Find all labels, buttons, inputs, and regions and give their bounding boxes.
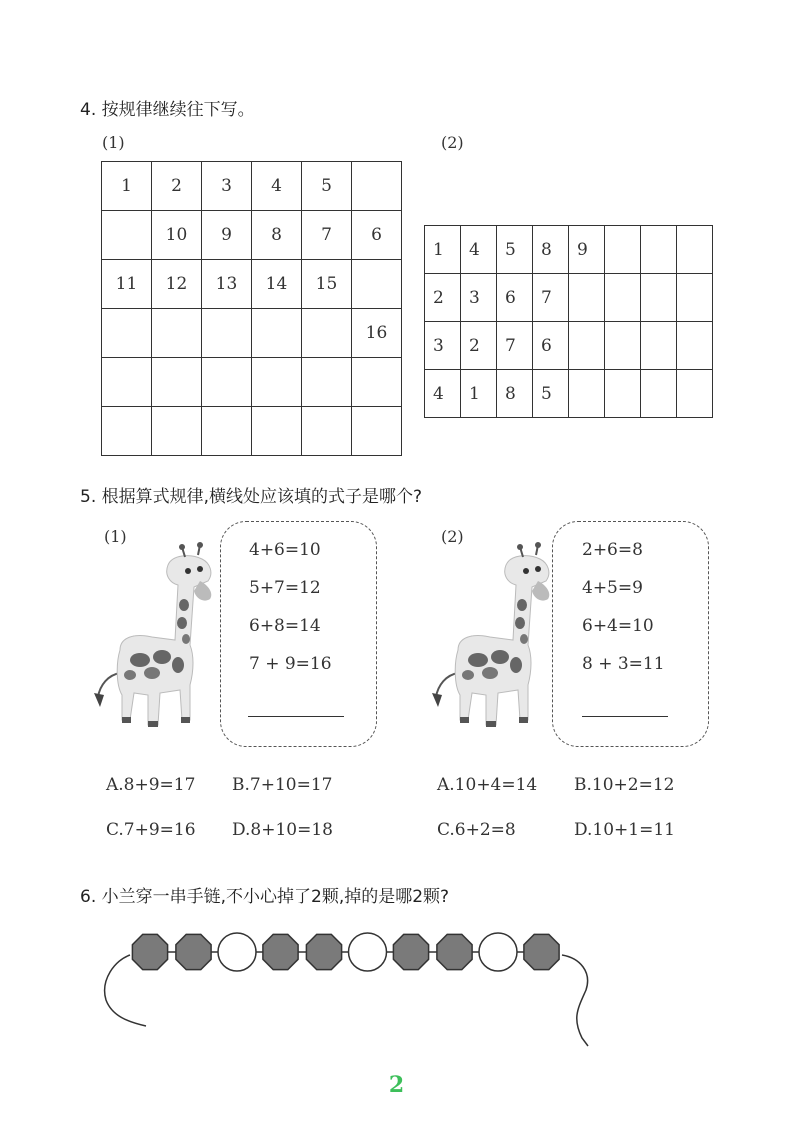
answer-blank-1[interactable] [248, 716, 344, 717]
grid-cell[interactable] [152, 358, 202, 407]
equation: 6+4=10 [582, 616, 654, 636]
equation: 7 + 9=16 [249, 654, 332, 674]
octagon-bead [176, 934, 211, 969]
grid-cell[interactable] [677, 274, 713, 322]
grid-cell[interactable] [102, 407, 152, 456]
grid-row [102, 358, 402, 407]
grid-cell: 14 [252, 260, 302, 309]
grid-cell: 13 [202, 260, 252, 309]
q5-part2-label: (2) [441, 527, 464, 546]
grid-cell[interactable] [605, 370, 641, 418]
option-d[interactable]: D.10+1=11 [574, 820, 675, 840]
grid-cell[interactable] [202, 407, 252, 456]
octagon-bead [524, 934, 559, 969]
grid-cell[interactable] [202, 358, 252, 407]
grid-row [425, 370, 713, 418]
grid-cell: 5 [497, 226, 533, 274]
grid-cell[interactable] [152, 407, 202, 456]
grid-cell[interactable] [202, 309, 252, 358]
option-b[interactable]: B.10+2=12 [574, 775, 675, 795]
grid-cell: 6 [497, 274, 533, 322]
grid-cell[interactable] [352, 260, 402, 309]
option-b[interactable]: B.7+10=17 [232, 775, 333, 795]
giraffe-illustration [90, 545, 220, 735]
octagon-bead [437, 934, 472, 969]
option-a[interactable]: A.10+4=14 [437, 775, 538, 795]
grid-cell[interactable] [677, 226, 713, 274]
equation: 4+6=10 [249, 540, 321, 560]
grid-cell[interactable] [152, 309, 202, 358]
equation: 6+8=14 [249, 616, 321, 636]
octagon-bead [132, 934, 167, 969]
grid-row [102, 309, 402, 358]
grid-cell: 7 [533, 274, 569, 322]
grid-cell[interactable] [102, 358, 152, 407]
grid-cell[interactable] [302, 309, 352, 358]
q4-part2-label: (2) [441, 133, 464, 152]
equation: 8 + 3=11 [582, 654, 665, 674]
grid-row [425, 322, 713, 370]
grid-cell: 9 [202, 211, 252, 260]
grid-cell[interactable] [352, 358, 402, 407]
grid-cell: 7 [497, 322, 533, 370]
grid-cell: 8 [497, 370, 533, 418]
q4-part1-label: (1) [102, 133, 125, 152]
grid-cell[interactable] [605, 274, 641, 322]
circle-bead [218, 933, 256, 971]
grid-cell[interactable] [302, 407, 352, 456]
grid-cell[interactable] [605, 226, 641, 274]
grid-cell[interactable] [302, 358, 352, 407]
grid-cell[interactable] [352, 407, 402, 456]
circle-bead [479, 933, 517, 971]
grid-cell: 6 [533, 322, 569, 370]
grid-cell[interactable] [569, 370, 605, 418]
grid-cell[interactable] [252, 309, 302, 358]
grid-cell: 4 [461, 226, 497, 274]
grid-cell[interactable] [641, 322, 677, 370]
grid-cell: 8 [533, 226, 569, 274]
grid-cell[interactable] [641, 370, 677, 418]
grid-row [102, 260, 402, 309]
equation: 2+6=8 [582, 540, 643, 560]
grid-row [102, 211, 402, 260]
grid-cell: 11 [102, 260, 152, 309]
grid-cell[interactable] [677, 322, 713, 370]
grid-row [102, 162, 402, 211]
equation: 4+5=9 [582, 578, 643, 598]
grid-cell[interactable] [252, 407, 302, 456]
grid-cell[interactable] [569, 274, 605, 322]
giraffe-illustration [428, 545, 558, 735]
q4-grid-1 [101, 161, 402, 456]
grid-cell: 1 [461, 370, 497, 418]
grid-cell: 7 [302, 211, 352, 260]
grid-cell[interactable] [102, 309, 152, 358]
grid-cell: 12 [152, 260, 202, 309]
grid-cell[interactable] [102, 211, 152, 260]
octagon-bead [306, 934, 341, 969]
grid-cell: 2 [425, 274, 461, 322]
grid-cell: 15 [302, 260, 352, 309]
option-c[interactable]: C.6+2=8 [437, 820, 516, 840]
grid-cell: 3 [425, 322, 461, 370]
option-d[interactable]: D.8+10=18 [232, 820, 333, 840]
q4-title: 4. 按规律继续往下写。 [80, 100, 255, 120]
grid-row [425, 274, 713, 322]
grid-cell: 3 [461, 274, 497, 322]
grid-row [425, 226, 713, 274]
grid-cell: 16 [352, 309, 402, 358]
grid-cell[interactable] [641, 274, 677, 322]
answer-blank-2[interactable] [582, 716, 668, 717]
grid-cell[interactable] [352, 162, 402, 211]
grid-cell: 8 [252, 211, 302, 260]
grid-cell: 4 [252, 162, 302, 211]
grid-cell: 1 [425, 226, 461, 274]
circle-bead [349, 933, 387, 971]
grid-cell: 10 [152, 211, 202, 260]
q6-title: 6. 小兰穿一串手链,不小心掉了2颗,掉的是哪2颗? [80, 887, 450, 907]
grid-cell: 5 [533, 370, 569, 418]
page-number: 2 [388, 1072, 405, 1098]
grid-cell[interactable] [252, 358, 302, 407]
q4-grid-2 [424, 225, 713, 418]
grid-cell: 3 [202, 162, 252, 211]
equation: 5+7=12 [249, 578, 321, 598]
q5-title: 5. 根据算式规律,横线处应该填的式子是哪个? [80, 487, 423, 507]
bracelet-illustration [0, 920, 793, 1050]
option-c[interactable]: C.7+9=16 [106, 820, 196, 840]
grid-cell: 9 [569, 226, 605, 274]
grid-cell[interactable] [605, 322, 641, 370]
q5-part1-label: (1) [104, 527, 127, 546]
grid-cell: 1 [102, 162, 152, 211]
octagon-bead [393, 934, 428, 969]
grid-cell: 5 [302, 162, 352, 211]
grid-cell: 2 [152, 162, 202, 211]
grid-cell[interactable] [569, 322, 605, 370]
grid-cell: 2 [461, 322, 497, 370]
grid-cell[interactable] [641, 226, 677, 274]
grid-cell[interactable] [677, 370, 713, 418]
grid-cell: 4 [425, 370, 461, 418]
octagon-bead [263, 934, 298, 969]
option-a[interactable]: A.8+9=17 [106, 775, 196, 795]
grid-row [102, 407, 402, 456]
grid-cell: 6 [352, 211, 402, 260]
